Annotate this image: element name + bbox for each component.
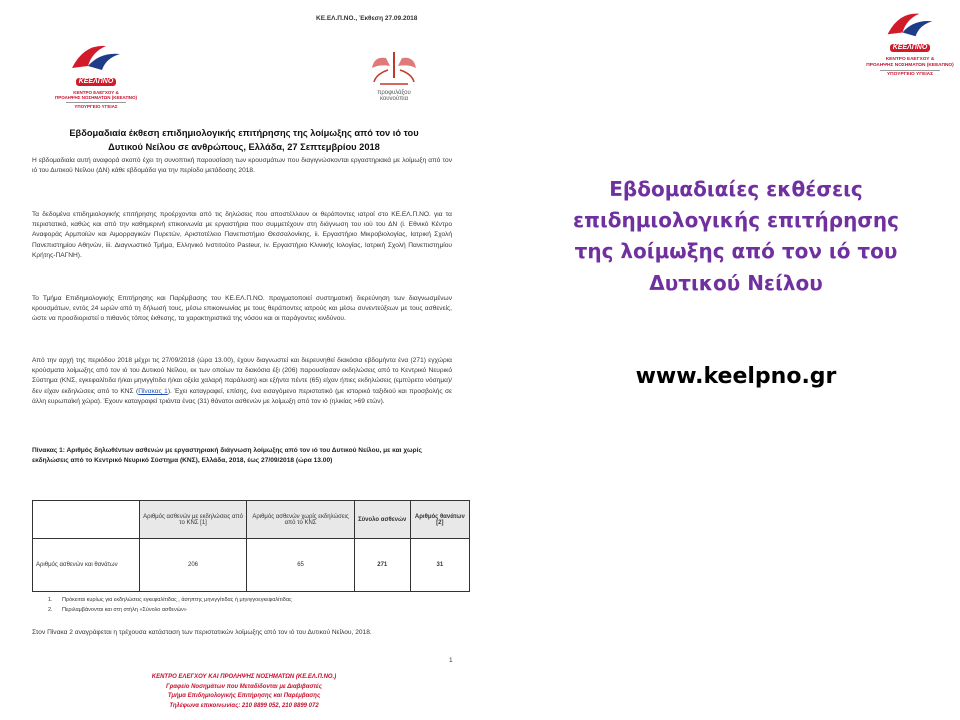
keelpno-logo-right bbox=[862, 8, 958, 78]
mosquito-campaign-logo bbox=[354, 48, 434, 102]
cases-summary-text-b: ). Έχει καταγραφεί, επίσης, ένα εισαγόμενο περιστατικό (με ιστορικό ταξιδιού και προσβολής σε άλλη ευρωπαϊκή χώρα). Έχουν καταγραφεί τριάντα ένας (31) θάνατοι ασθενών με λοίμωξη από τον ιό (ηλικίας >69 ετών). bbox=[32, 387, 452, 405]
org-name-line2: ΠΡΟΛΗΨΗΣ ΝΟΣΗΜΑΤΩΝ (ΚΕΕΛΠΝΟ) bbox=[54, 95, 138, 101]
website-url[interactable]: www.keelpno.gr bbox=[635, 364, 837, 389]
note-item: 2. Περιλαμβάνονται και στη στήλη «Σύνολο ασθενών» bbox=[48, 607, 187, 614]
table-row-label: Αριθμός ασθενών και θανάτων bbox=[33, 539, 140, 592]
paragraph-cases-summary bbox=[32, 356, 452, 407]
table-header-row bbox=[33, 501, 470, 539]
table1-link[interactable]: Πίνακας 1 bbox=[138, 387, 168, 395]
org-name-line1: ΚΕΝΤΡΟ ΕΛΕΓΧΟΥ & bbox=[885, 57, 935, 62]
org-name-line1: ΚΕΝΤΡΟ ΕΛΕΓΧΟΥ & bbox=[73, 90, 119, 95]
ministry-label: ΥΠΟΥΡΓΕΙΟ ΥΓΕΙΑΣ bbox=[886, 72, 933, 78]
footer-line: Γραφείο Νοσημάτων που Μεταδίδονται με Διαβιβαστές bbox=[165, 683, 322, 690]
keelpno-badge: ΚΕΕΛΠΝΟ bbox=[76, 78, 117, 86]
table-header-cell: Σύνολο ασθενών bbox=[354, 501, 410, 539]
table-notes bbox=[48, 595, 292, 616]
table-cell: 65 bbox=[247, 539, 355, 592]
campaign-text-line1: προφυλάξου bbox=[377, 90, 411, 96]
report-footer bbox=[104, 673, 384, 711]
headline-line: επιδημιολογικής επιτήρησης bbox=[572, 208, 900, 233]
keelpno-badge: ΚΕΕΛΠΝΟ bbox=[890, 44, 931, 52]
page-number: 1 bbox=[449, 657, 453, 664]
headline-line: Δυτικού Νείλου bbox=[649, 270, 823, 295]
slide-headline bbox=[508, 174, 960, 299]
paragraph-data-sources: Τα δεδομένα επιδημιολογικής επιτήρησης προέρχονται από τις δηλώσεις που αποστέλλουν οι θεράποντες ιατροί στο ΚΕ.ΕΛ.Π.ΝΟ. για τα περιστατικά, καθώς και από την καθημερινή επικοινωνία με εργαστήρια που συμμετέχουν στη διάγνωση του ιού του ΔΝ (i. Εθνικό Κέντρο Αναφοράς Αρμποϊών και Αιμορραγικών Πυρετών, Αριστοτέλειο Πανεπιστήμιο Θεσσαλονίκης, ii. Εργαστήριο Μικροβιολογίας, Ιατρική Σχολή Πανεπιστημίου Αθηνών, iii. Διαγνωστικό Τμήμα, Ελληνικό Ινστιτούτο Pasteur, iv. Εργαστήριο Κλινικής Ιολογίας, Ιατρική Σχολή Πανεπιστημίου Κρήτης-ΠΑΓΝΗ). bbox=[32, 211, 452, 259]
table-row bbox=[33, 539, 470, 592]
table-header-cell: Αριθμός ασθενών χωρίς εκδηλώσεις από το ΚΝΣ bbox=[247, 501, 355, 539]
mosquito-icon bbox=[366, 48, 422, 88]
paragraph-table2-intro: Στον Πίνακα 2 αναγράφεται η τρέχουσα κατάσταση των περιστατικών λοίμωξης από τον ιό του Δυτικού Νείλου, 2018. bbox=[32, 629, 372, 636]
footer-line: ΚΕΝΤΡΟ ΕΛΕΓΧΟΥ ΚΑΙ ΠΡΟΛΗΨΗΣ ΝΟΣΗΜΑΤΩΝ (ΚΕ.ΕΛ.Π.ΝΟ.) bbox=[151, 674, 337, 680]
keelpno-logo-left bbox=[46, 40, 146, 110]
table-header-cell: Αριθμός ασθενών με εκδηλώσεις από το ΚΝΣ [1] bbox=[139, 501, 247, 539]
cases-table bbox=[32, 500, 470, 592]
table-cell: 271 bbox=[354, 539, 410, 592]
report-title-line1: Εβδομαδιαία έκθεση επιδημιολογικής επιτήρησης της λοίμωξης από τον ιό του bbox=[69, 128, 419, 138]
footer-line: Τμήμα Επιδημιολογικής Επιτήρησης και Παρέμβασης bbox=[167, 693, 321, 700]
footer-line: Τηλέφωνα επικοινωνίας: 210 8899 052, 210 8899 072 bbox=[169, 702, 319, 709]
cases-summary-text-a: Από την αρχή της περιόδου 2018 μέχρι τις 27/09/2018 (ώρα 13.00), έχουν διαγνωστεί και διερευνηθεί διακόσια εβδομήντα ένα (271) εγχώρια κρούσματα λοίμωξης από τον ιό του Δυτικού Νείλου, εκ των οποίων τα διακόσια έξι (206) παρουσίασαν εκδηλώσεις από το Κεντρικό Νευρικό Σύστημα (ΚΝΣ, εγκεφαλίτιδα ή/και μηνιγγίτιδα ή/και οξεία χαλαρή παράλυση) και εξήντα πέντε (65) είχαν ήπιες εκδηλώσεις (εμπύρετο νόσημα)/ δεν είχαν εκδηλώσεις από το ΚΝΣ ( bbox=[32, 357, 452, 395]
headline-line: Εβδομαδιαίες εκθέσεις bbox=[609, 177, 863, 201]
table-cell: 206 bbox=[139, 539, 247, 592]
paragraph-investigation: Το Τμήμα Επιδημιολογικής Επιτήρησης και Παρέμβασης του ΚΕ.ΕΛ.Π.ΝΟ. πραγματοποιεί συστηματική διερεύνηση των διαγνωσμένων κρουσμάτων, εντός 24 ωρών από τη δήλωσή τους, μέσω επικοινωνίας με τους θεράποντες ιατρούς και μέσω συνεντεύξεων με τους ασθενείς, ώστε να προσδιοριστεί ο πιθανός τόπος έκθεσης, τα χαρακτηριστικά της νόσου και οι παράγοντες κινδύνου. bbox=[32, 295, 452, 323]
org-name-line2: ΠΡΟΛΗΨΗΣ ΝΟΣΗΜΑΤΩΝ (ΚΕΕΛΠΝΟ) bbox=[866, 62, 954, 68]
report-date: ΚΕ.ΕΛ.Π.ΝΟ., Έκθεση 27.09.2018 bbox=[316, 15, 418, 22]
paragraph-purpose: Η εβδομαδιαία αυτή αναφορά σκοπό έχει τη συνοπτική παρουσίαση των κρουσμάτων που διαγιγνώσκονται εργαστηριακά με λοίμωξη από τον ιό του Δυτικού Νείλου (ΔΝ) κάθε εβδομάδα για την περίοδο μετάδοσης 2018. bbox=[32, 157, 452, 175]
report-title bbox=[54, 127, 434, 155]
table-header-cell: Αριθμός θανάτων [2] bbox=[410, 501, 469, 539]
report-document-page bbox=[24, 0, 464, 720]
report-title-line2: Δυτικού Νείλου σε ανθρώπους, Ελλάδα, 27 Σεπτεμβρίου 2018 bbox=[108, 141, 380, 152]
table-header-cell bbox=[33, 501, 140, 539]
ministry-label: ΥΠΟΥΡΓΕΙΟ ΥΓΕΙΑΣ bbox=[74, 104, 118, 110]
headline-line: της λοίμωξης από τον ιό του bbox=[574, 239, 898, 264]
campaign-text-line2: κουνούπια bbox=[379, 96, 409, 102]
table-cell: 31 bbox=[410, 539, 469, 592]
note-item: 1. Πρόκειται κυρίως για εκδηλώσεις εγκεφαλίτιδας , άσηπτης μηνιγγίτιδας ή μηνιγγοεγκεφαλίτιδας bbox=[48, 597, 292, 603]
table-caption: Πίνακας 1: Αριθμός δηλωθέντων ασθενών με εργαστηριακή διάγνωση λοίμωξης από τον ιό του Δυτικού Νείλου, με και χωρίς εκδηλώσεις από το Κεντρικό Νευρικό Σύστημα (ΚΝΣ), Ελλάδα, 2018, έως 27/09/2018 (ώρα 13.00) bbox=[32, 447, 422, 465]
